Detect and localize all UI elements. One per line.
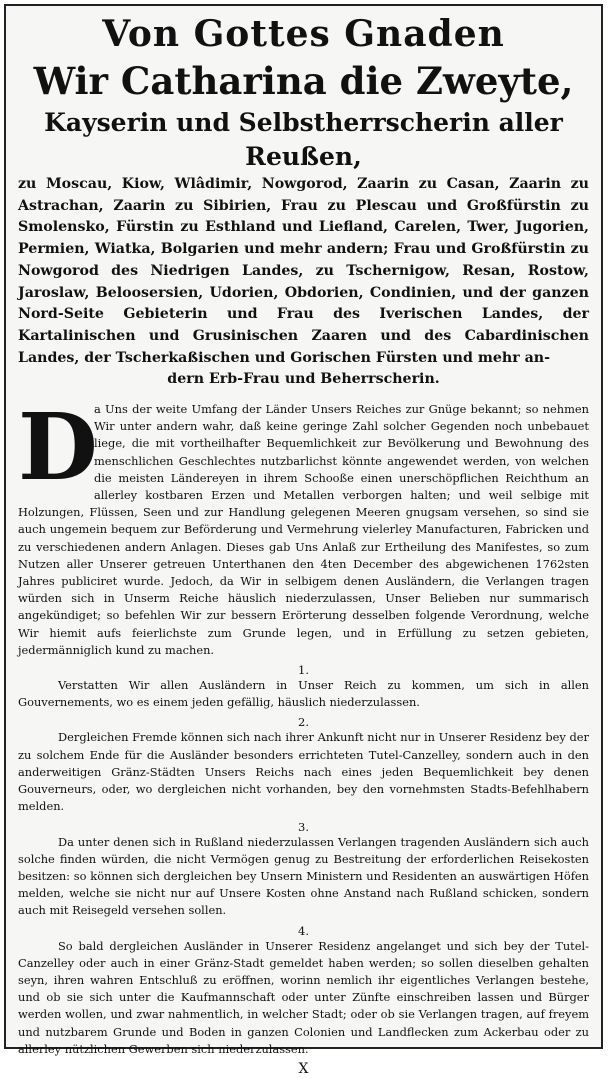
section-1: [18, 663, 589, 711]
section-text: Verstatten Wir allen Ausländern in Unser Reich zu kommen, um sich in allen Gouvernements, wo es einem jeden gefällig, häuslich niederzulassen.: [18, 678, 589, 710]
section-number: 2.: [298, 715, 309, 730]
titles-text: zu Moscau, Kiow, Wlâdimir, Nowgorod, Zaarin zu Casan, Zaarin zu Astrachan, Zaarin zu Sibirien, Frau zu Plescau und Großfürstin zu Smolensko, Fürstin zu Esthland und Liefland, Carelen, Twer, Jugorien, Permien, Wiatka, Bolgarien und mehr andern; Frau und Großfürstin zu Nowgorod des Niedrigen Landes, zu Tschernigow, Resan, Rostow, Jaroslaw, Beloosersien, Udorien, Obdorien, Condinien, und der ganzen Nord-Seite Gebieterin und Frau des Iverischen Landes, der Kartalinischen und Grusinischen Zaaren und des Cabardinischen Landes, der Tscherkaßischen und Gorischen Fürsten und mehr an-: [18, 176, 589, 366]
intro-text: a Uns der weite Umfang der Länder Unsers Reiches zur Gnüge bekannt; so nehmen Wir unter andern wahr, daß keine geringe Zahl solcher Gegenden noch unbebauet liege, die mit vortheilhafter Bequemlichkeit zur Bevölkerung und Bewohnung des menschlichen Geschlechtes nutzbarlichst könnte angewendet werden, von welchen die meisten Ländereyen in ihrem Schooße einen unerschöpflichen Reichthum an allerley kostbaren Erzen und Metallen verborgen halten; und weil selbige mit Holzungen, Flüssen, Seen und zur Handlung gelegenen Meeren gnugsam versehen, so sind sie auch ungemein bequem zur Beförderung und Vermehrung vielerley Manufacturen, Fabricken und zu verschiedenen andern Anlagen. Dieses gab Uns Anlaß zur Ertheilung des Manifestes, so zum Nutzen aller Unserer getreuen Unterthanen den 4ten December des abgewichenen 1762sten Jahres publiciret wurde. Jedoch, da Wir in selbigem denen Ausländern, die Verlangen tragen würden sich in Unserm Reiche häuslich niederzulassen, Unser Belieben nur summarisch angekündiget; so befehlen Wir zur bessern Erörterung desselben folgende Verordnung, welche Wir hiemit aufs feierlichste zum Grunde legen, und in Erfüllung zu setzen gebieten, jedermänniglich kund zu machen.: [18, 402, 589, 657]
heading-line-1: Von Gottes Gnaden: [102, 13, 505, 55]
intro-paragraph: [18, 393, 589, 659]
section-text: So bald dergleichen Ausländer in Unserer Residenz angelanget und sich bey der Tutel-Canzelley oder auch in einer Gränz-Stadt gemeldet haben werden; so sollen dieselben gehalten seyn, ihren wahren Entschluß zu eröffnen, worinn nemlich ihr eigentliches Verlangen bestehe, und ob sie sich unter die Kaufmannschaft oder unter Zünfte einschreiben lassen und Bürger werden wollen, und zwar nahmentlich, in welcher Stadt; oder ob sie Verlangen tragen, auf freyem und nutzbarem Grunde und Boden in ganzen Colonien und Landflecken zum Ackerbau oder zu allerley nützlichen Gewerben sich niederzulassen.: [18, 938, 589, 1056]
section-3: [18, 820, 589, 920]
catchword: X: [298, 1060, 309, 1077]
decorated-initial: D: [18, 393, 98, 502]
section-text: Da unter denen sich in Rußland niederzulassen Verlangen tragenden Ausländern sich auch solche finden würden, die nicht Vermögen genug zu Bestreitung der erforderlichen Reisekosten besitzen: so können sich dergleichen bey Unsern Ministern und Residenten an auswärtigen Höfen melden, welche sie nicht nur auf Unsere Kosten ohne Anstand nach Rußland schicken, sondern auch mit Reisegeld versehen sollen.: [18, 834, 589, 918]
document-content: [18, 12, 589, 1078]
titles-end: dern Erb-Frau und Beherrscherin.: [167, 371, 440, 388]
section-2: [18, 715, 589, 815]
document-page: [4, 4, 603, 1077]
section-4: [18, 924, 589, 1058]
section-number: 3.: [298, 819, 309, 834]
titles-paragraph: [18, 174, 589, 391]
section-number: 1.: [298, 663, 309, 678]
section-number: 4.: [298, 923, 309, 938]
heading-line-3: Kayserin und Selbstherrscherin aller Reußen,: [44, 108, 563, 171]
section-text: Dergleichen Fremde können sich nach ihrer Ankunft nicht nur in Unserer Residenz bey der zu solchem Ende für die Ausländer besonders errichteten Tutel-Canzelley, sondern auch in den anderweitigen Gränz-Städten Unsers Reichs nach eines jeden Bequemlichkeit bey denen Gouverneurs, oder, wo dergleichen nicht vorhanden, bey den vornehmsten Stadts-Befehlhabern melden.: [18, 730, 589, 814]
heading-line-2: Wir Catharina die Zweyte,: [33, 59, 574, 103]
